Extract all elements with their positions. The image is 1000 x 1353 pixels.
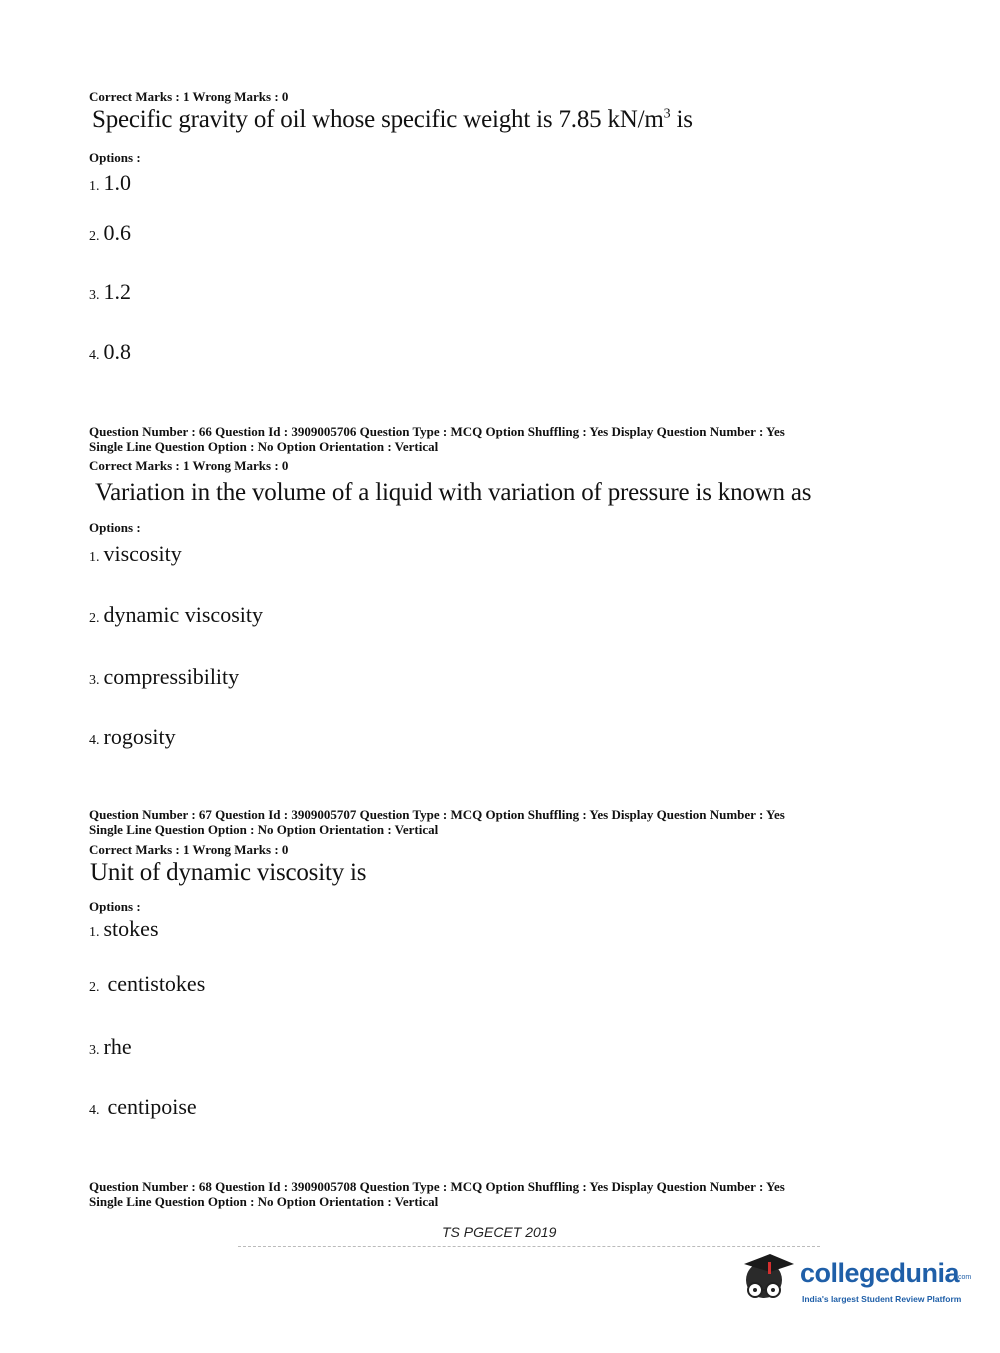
option-number: 3. bbox=[89, 1043, 100, 1058]
q66-option-4[interactable] bbox=[89, 724, 176, 750]
q67-option-3[interactable] bbox=[89, 1034, 132, 1060]
option-number: 4. bbox=[89, 733, 100, 748]
option-text: centipoise bbox=[107, 1094, 197, 1119]
option-text: 0.8 bbox=[103, 339, 131, 364]
option-text: centistokes bbox=[107, 971, 206, 996]
q68-meta-line-1: Question Number : 68 Question Id : 3909005708 Question Type : MCQ Option Shuffling : Yes Display Question Number : Yes bbox=[89, 1179, 785, 1194]
option-text: 1.2 bbox=[103, 279, 131, 304]
q66-marks: Correct Marks : 1 Wrong Marks : 0 bbox=[89, 458, 289, 473]
q67-option-4[interactable] bbox=[89, 1094, 197, 1120]
q66-question-text: Variation in the volume of a liquid with variation of pressure is known as bbox=[95, 479, 812, 506]
q67-option-1[interactable] bbox=[89, 916, 159, 942]
option-number: 4. bbox=[89, 348, 100, 363]
q67-meta-line-1: Question Number : 67 Question Id : 3909005707 Question Type : MCQ Option Shuffling : Yes Display Question Number : Yes bbox=[89, 807, 785, 822]
option-number: 1. bbox=[89, 179, 100, 194]
q65-option-1[interactable] bbox=[89, 170, 131, 196]
mascot-icon bbox=[740, 1248, 796, 1310]
q65-option-2[interactable] bbox=[89, 220, 131, 246]
option-text: stokes bbox=[103, 916, 159, 941]
q66-option-1[interactable] bbox=[89, 541, 182, 567]
q65-option-4[interactable] bbox=[89, 339, 131, 365]
q65-options-label: Options : bbox=[89, 150, 141, 165]
option-text: rogosity bbox=[103, 724, 176, 749]
logo-com-suffix: .com bbox=[956, 1274, 972, 1281]
q68-meta-line-2: Single Line Question Option : No Option Orientation : Vertical bbox=[89, 1194, 439, 1209]
option-number: 1. bbox=[89, 550, 100, 565]
option-text: dynamic viscosity bbox=[103, 602, 263, 627]
footer-divider bbox=[238, 1246, 820, 1247]
option-number: 3. bbox=[89, 288, 100, 303]
q67-marks: Correct Marks : 1 Wrong Marks : 0 bbox=[89, 842, 289, 857]
q67-options-label: Options : bbox=[89, 899, 141, 914]
logo-tagline: India's largest Student Review Platform bbox=[802, 1294, 962, 1304]
collegedunia-logo bbox=[740, 1248, 970, 1310]
q66-meta-line-1: Question Number : 66 Question Id : 3909005706 Question Type : MCQ Option Shuffling : Yes Display Question Number : Yes bbox=[89, 424, 785, 439]
footer-exam-name: TS PGECET 2019 bbox=[442, 1224, 557, 1240]
q65-question-superscript: 3 bbox=[663, 106, 671, 122]
option-text: 0.6 bbox=[103, 220, 131, 245]
q65-option-3[interactable] bbox=[89, 279, 131, 305]
q67-question-text: Unit of dynamic viscosity is bbox=[90, 859, 367, 886]
q66-options-label: Options : bbox=[89, 520, 141, 535]
logo-wordmark: collegedunia bbox=[800, 1258, 960, 1288]
option-number: 2. bbox=[89, 229, 100, 244]
q67-meta-line-2: Single Line Question Option : No Option Orientation : Vertical bbox=[89, 822, 439, 837]
q66-option-2[interactable] bbox=[89, 602, 263, 628]
q65-question-tail: is bbox=[670, 106, 693, 133]
option-text: rhe bbox=[103, 1034, 132, 1059]
q66-meta-line-2: Single Line Question Option : No Option Orientation : Vertical bbox=[89, 439, 439, 454]
option-number: 2. bbox=[89, 611, 100, 626]
option-number: 4. bbox=[89, 1103, 100, 1118]
q65-question-main: Specific gravity of oil whose specific weight is 7.85 kN/m bbox=[92, 106, 664, 133]
q67-option-2[interactable] bbox=[89, 971, 205, 997]
q65-question-text bbox=[92, 106, 693, 134]
option-number: 2. bbox=[89, 980, 100, 995]
option-number: 3. bbox=[89, 673, 100, 688]
q66-option-3[interactable] bbox=[89, 664, 239, 690]
option-text: 1.0 bbox=[103, 170, 131, 195]
option-text: compressibility bbox=[103, 664, 240, 689]
q65-marks: Correct Marks : 1 Wrong Marks : 0 bbox=[89, 89, 289, 104]
option-text: viscosity bbox=[103, 541, 182, 566]
option-number: 1. bbox=[89, 925, 100, 940]
